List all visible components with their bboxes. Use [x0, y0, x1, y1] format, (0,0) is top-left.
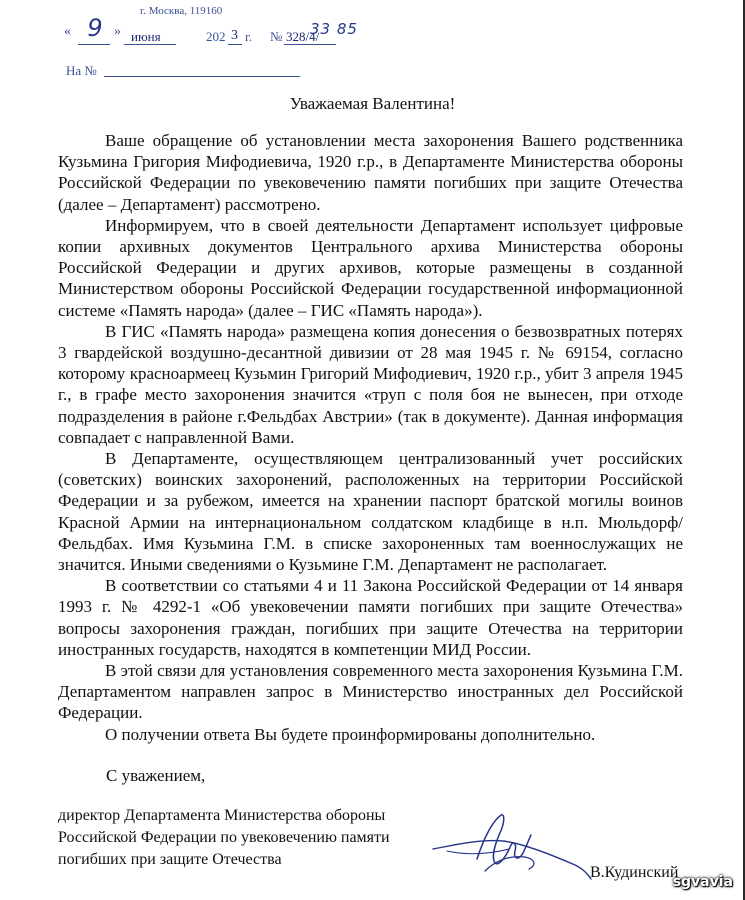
- watermark: sgvavia: [672, 874, 733, 890]
- number-underline: [284, 44, 336, 45]
- cropped-footer-text: [58, 892, 188, 900]
- signer-title: [58, 805, 458, 871]
- paragraph-2: Информируем, что в своей деятельности Департамент использует цифровые копии архивных документов Центрального архива Министерства обороны Российской Федерации и других архивов, которые размещены в созданной Министерством обороны Российской Федерации государственной информационной системе «Память народа» (далее – ГИС «Память народа»).: [58, 215, 683, 320]
- date-close-quote: »: [114, 24, 121, 39]
- number-handwritten: 33 85: [310, 20, 358, 38]
- number-printed-text: 328/4/: [286, 29, 320, 44]
- closing: С уважением,: [106, 766, 206, 785]
- date-year-underline: [228, 44, 242, 45]
- date-year-prefix: 202: [206, 29, 226, 44]
- date-day-underline: [78, 44, 110, 45]
- number-label: №: [270, 29, 283, 44]
- date-year-digit: 3: [231, 28, 238, 43]
- paragraph-6: В этой связи для установления современного места захоронения Кузьмина Г.М. Департаментом направлен запрос в Министерство иностранных дел Российской Федерации.: [58, 661, 683, 723]
- paragraph-4: В Департаменте, осуществляющем централизованный учет российских (советских) воинских захоронений, расположенных на территории Российской Федерации и за рубежом, имеется на хранении паспорт братской могилы воинов Красной Армии на интернациональном солдатском кладбище в н.п. Мюльдорф/Фельдбах. Имя Кузьмина Г.М. в списке захороненных там военнослужащих не значится. Иными сведениями о Кузьмине Г.М. Департамент не располагает.: [58, 449, 683, 575]
- paragraph-1: Ваше обращение об установлении места захоронения Вашего родственника Кузьмина Григория Мифодиевича, 1920 г.р., в Департаменте Министерства обороны Российской Федерации по увековечению памяти погибших при защите Отечества (далее – Департамент) рассмотрено.: [58, 131, 683, 214]
- reply-to-underline: [104, 76, 300, 77]
- reply-to-label: На №: [66, 63, 97, 78]
- signer-title-line: Российской Федерации по увековечению памяти: [58, 829, 390, 846]
- date-open-quote: «: [64, 24, 71, 39]
- paragraph-7: О получении ответа Вы будете проинформированы дополнительно.: [105, 724, 596, 744]
- date-year-suffix: г.: [245, 29, 253, 44]
- paragraph-3: В ГИС «Память народа» размещена копия донесения о безвозвратных потерях 3 гвардейской воздушно-десантной дивизии от 28 мая 1945 г. № 69154, согласно которому красноармеец Кузьмин Григорий Мифодиевич, 1920 г.р., убит 3 апреля 1945 г., в графе место захоронения значится «труп с поля боя не вынесен, при отходе подразделения в районе г.Фельдбах Австрии» (так в документе). Данная информация совпадает с направленной Вами.: [58, 321, 683, 447]
- signer-title-line: погибших при защите Отечества: [58, 851, 282, 868]
- date-month: июня: [131, 29, 161, 44]
- paragraph-5: В соответствии со статьями 4 и 11 Закона Российской Федерации от 14 января 1993 г. № 4292-1 «Об увековечении памяти погибших при защите Отечества» вопросы захоронения граждан, погибших при защите Отечества на территории иностранных государств, находятся в компетенции МИД России.: [58, 576, 683, 659]
- handwritten-signature: [425, 805, 600, 885]
- signer-title-line: директор Департамента Министерства обороны: [58, 807, 386, 824]
- city-address: г. Москва, 119160: [140, 5, 223, 17]
- signer-name: В.Кудинский: [590, 864, 679, 881]
- greeting: Уважаемая Валентина!: [289, 94, 456, 113]
- date-day-handwritten: 9: [87, 14, 103, 42]
- letter-body: [58, 130, 683, 745]
